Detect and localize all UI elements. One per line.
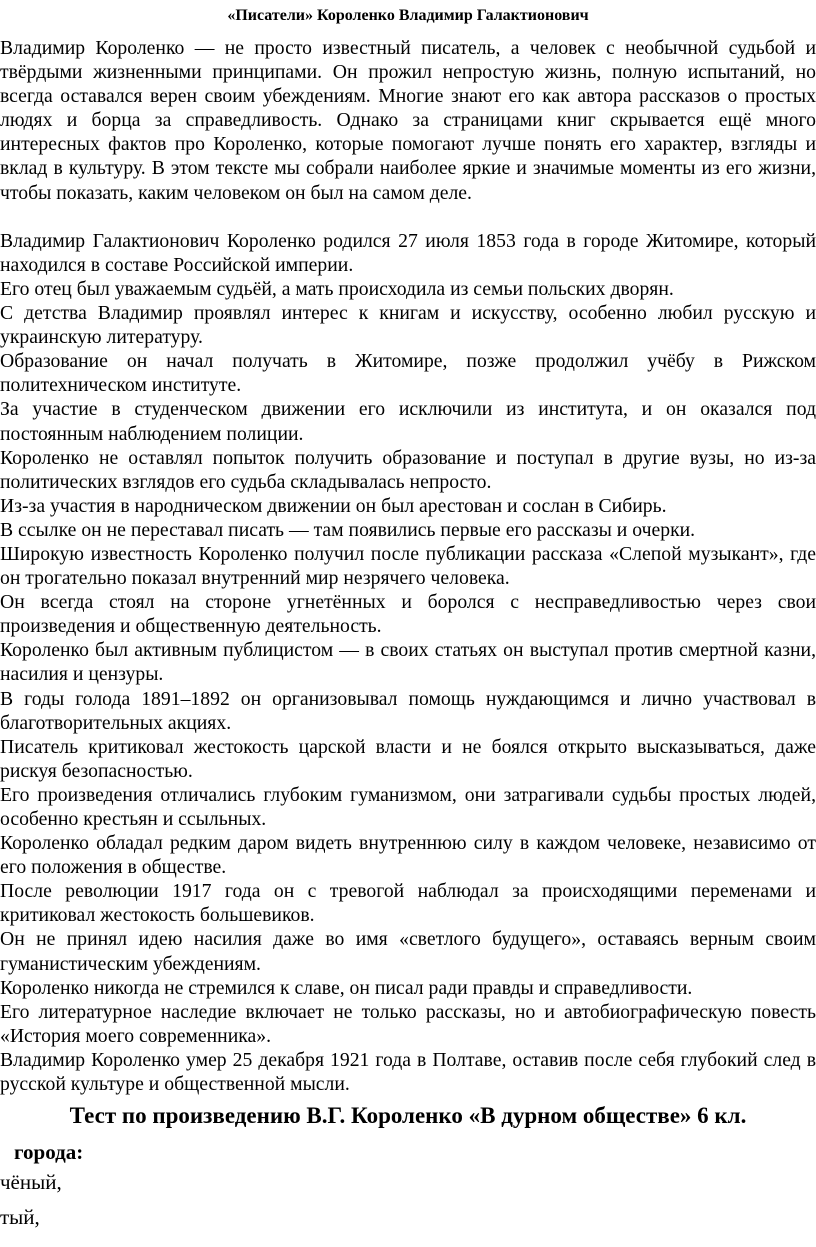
fact-paragraph: За участие в студенческом движении его исключили из института, и он оказался под постоянным наблюдением полиции. [0,398,816,445]
intro-paragraph: Владимир Короленко — не просто известный писатель, а человек с необычной судьбой и твёрдыми жизненными принципами. Он прожил непростую жизнь, полную испытаний, но всегда оставался верен своим убеждениям. Многие знают его как автора рассказов о простых людях и борца за справедливость. Однако за страницами книг скрывается ещё много интересных фактов про Короленко, которые помогают лучше понять его характер, взгляды и вклад в культуру. В этом тексте мы собрали наиболее яркие и значимые моменты из его жизни, чтобы показать, каким человеком он был на самом деле. [0,37,816,204]
fact-paragraph: Короленко был активным публицистом — в своих статьях он выступал против смертной казни, насилия и цензуры. [0,639,816,686]
fact-paragraph: Писатель критиковал жестокость царской власти и не боялся открыто высказываться, даже рискуя безопасностью. [0,735,816,782]
fact-paragraph: Короленко не оставлял попыток получить образование и поступал в другие вузы, но из-за политических взглядов его судьба складывалась непросто. [0,446,816,493]
fragment-line: города: [14,1140,84,1164]
fact-paragraph: Его произведения отличались глубоким гуманизмом, они затрагивали судьбы простых людей, особенно крестьян и ссыльных. [0,783,816,830]
fact-paragraph: В ссылке он не переставал писать — там появились первые его рассказы и очерки. [0,518,696,541]
fact-paragraph: Его литературное наследие включает не только рассказы, но и автобиографическую повесть «История моего современника». [0,1000,816,1047]
fact-paragraph: С детства Владимир проявлял интерес к книгам и искусству, особенно любил русскую и украинскую литературу. [0,302,816,349]
fragment-line: чёный, [0,1170,62,1194]
test-heading: Тест по произведению В.Г. Короленко «В дурном обществе» 6 кл. [69,1103,747,1128]
document-title: «Писатели» Короленко Владимир Галактионович [227,7,589,24]
fact-paragraph: Широкую известность Короленко получил после публикации рассказа «Слепой музыкант», где он трогательно показал внутренний мир незрячего человека. [0,542,816,590]
article-body [0,36,816,1096]
fact-paragraph: Он не принял идею насилия даже во имя «светлого будущего», оставаясь верным своим гуманистическим убеждениям. [0,928,816,975]
fact-paragraph: После революции 1917 года он с тревогой наблюдал за происходящими переменами и критиковал жестокость большевиков. [0,880,816,927]
fragment-line: тый, [0,1205,40,1229]
fact-paragraph: Он всегда стоял на стороне угнетённых и боролся с несправедливостью через свои произведения и общественную деятельность. [0,591,816,638]
fact-paragraph: Короленко никогда не стремился к славе, он писал ради правды и справедливости. [0,976,693,999]
fact-paragraph: Образование он начал получать в Житомире, позже продолжил учёбу в Рижском политехническом институте. [0,350,816,397]
fact-paragraph: Владимир Галактионович Короленко родился 27 июля 1853 года в городе Житомире, который находился в составе Российской империи. [0,229,816,276]
fact-paragraph: Короленко обладал редким даром видеть внутреннюю силу в каждом человеке, независимо от его положения в обществе. [0,832,816,879]
fact-paragraph: Из-за участия в народническом движении он был арестован и сослан в Сибирь. [0,494,667,517]
fact-paragraph: Его отец был уважаемым судьёй, а мать происходила из семьи польских дворян. [0,277,674,300]
fact-paragraph: В годы голода 1891–1892 он организовывал помощь нуждающимся и лично участвовал в благотворительных акциях. [0,687,816,734]
fact-paragraph: Владимир Короленко умер 25 декабря 1921 года в Полтаве, оставив после себя глубокий след в русской культуре и общественной мысли. [0,1048,816,1096]
